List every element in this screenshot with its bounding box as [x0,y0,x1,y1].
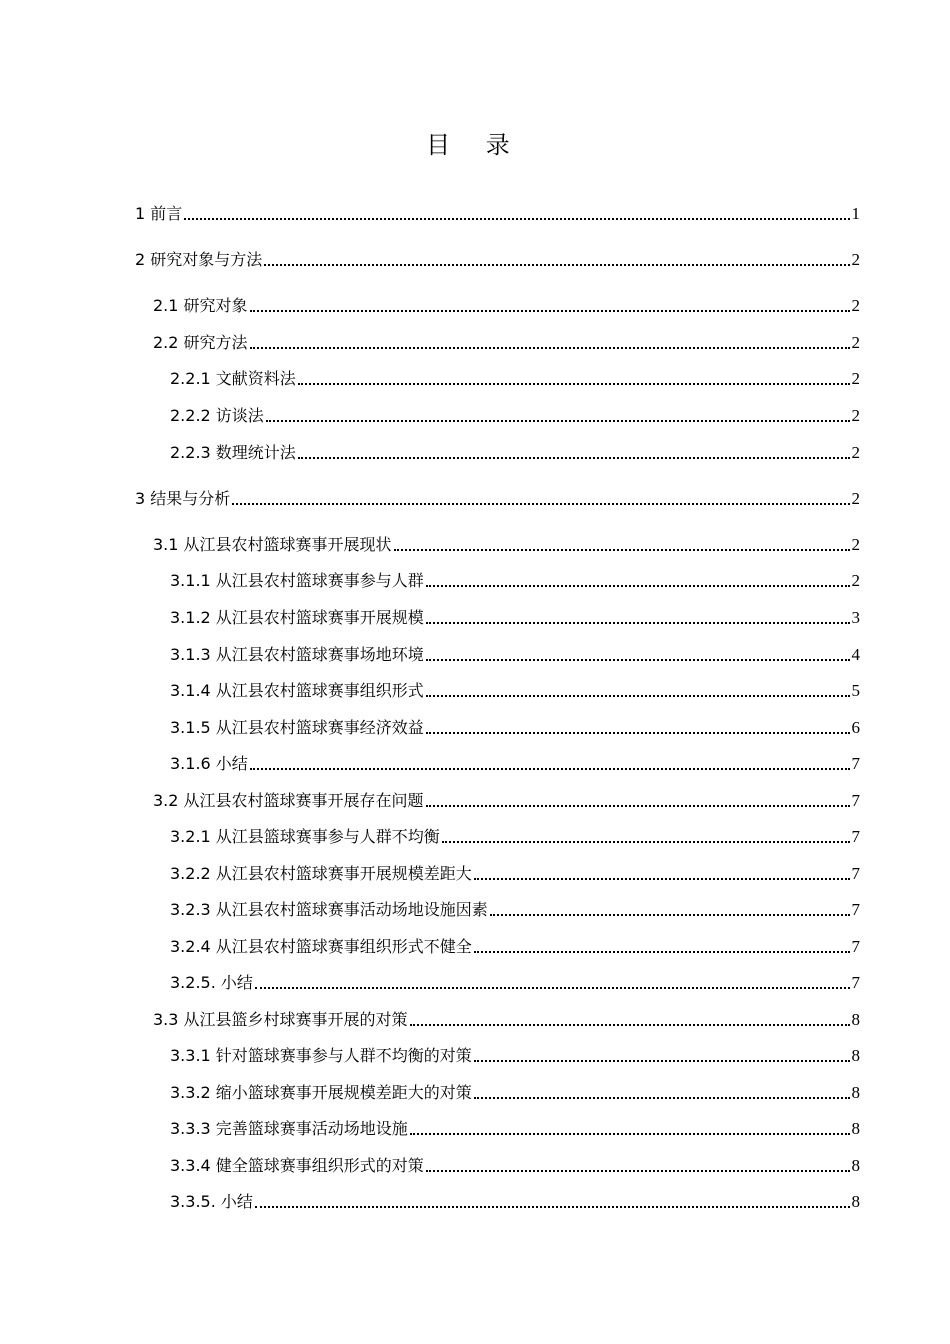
toc-page-number: 7 [851,827,860,846]
toc-entry[interactable] [153,531,860,555]
toc-leader-dots [426,585,850,587]
toc-entry-label: 3.1.4 从江县农村篮球赛事组织形式 [170,681,424,700]
toc-entry[interactable] [170,896,860,920]
toc-entry-label: 2.2.2 访谈法 [170,406,264,425]
toc-entry-label: 3.1.2 从江县农村篮球赛事开展规模 [170,608,424,627]
toc-entry[interactable] [170,860,860,884]
toc-leader-dots [474,1060,850,1062]
toc-leader-dots [474,878,850,880]
toc-entry-label: 3.3.5. 小结 [170,1192,253,1211]
toc-entry[interactable] [170,677,860,701]
toc-entry[interactable] [170,1115,860,1139]
toc-page-number: 8 [851,1083,860,1102]
toc-entry-label: 3.3.1 针对篮球赛事参与人群不均衡的对策 [170,1046,472,1065]
toc-entry-label: 3.2 从江县农村篮球赛事开展存在问题 [153,791,424,810]
toc-page-number: 5 [851,681,860,700]
toc-entry[interactable] [170,365,860,389]
toc-entry-label: 3.1.3 从江县农村篮球赛事场地环境 [170,645,424,664]
toc-entry-label: 3.1.1 从江县农村篮球赛事参与人群 [170,571,424,590]
toc-entry[interactable] [170,1079,860,1103]
toc-entry[interactable] [170,714,860,738]
toc-leader-dots [426,659,850,661]
toc-page-number: 2 [851,489,860,508]
toc-page-number: 7 [851,937,860,956]
toc-leader-dots [426,695,850,697]
toc-page-number: 8 [851,1010,860,1029]
toc-entry-label: 3.1 从江县农村篮球赛事开展现状 [153,535,392,554]
toc-leader-dots [442,841,850,843]
toc-leader-dots [426,622,850,624]
toc-page-number: 2 [851,333,860,352]
toc-entry-label: 3.3.2 缩小篮球赛事开展规模差距大的对策 [170,1083,472,1102]
toc-leader-dots [394,549,850,551]
toc-leader-dots [474,1097,850,1099]
toc-entry-label: 2.1 研究对象 [153,296,248,315]
toc-entry[interactable] [170,604,860,628]
toc-entry-label: 3.2.5. 小结 [170,973,253,992]
toc-page-number: 8 [851,1156,860,1175]
toc-entry[interactable] [153,1006,860,1030]
toc-leader-dots [232,503,849,505]
toc-entry[interactable] [170,1152,860,1176]
toc-leader-dots [426,805,850,807]
toc-leader-dots [426,1170,850,1172]
toc-page-number: 4 [851,645,860,664]
toc-page-number: 8 [851,1192,860,1211]
toc-leader-dots [266,420,850,422]
toc-page-number: 2 [851,443,860,462]
toc-entry-label: 3.3.3 完善篮球赛事活动场地设施 [170,1119,408,1138]
toc-leader-dots [184,218,849,220]
toc-entry-label: 1 前言 [135,204,183,223]
toc-page-number: 2 [851,296,860,315]
toc-page-number: 7 [851,754,860,773]
toc-page-number: 2 [851,535,860,554]
toc-leader-dots [298,383,850,385]
toc-entry[interactable] [170,439,860,463]
toc-page-number: 2 [851,406,860,425]
toc-entry[interactable] [153,292,860,316]
toc-entry[interactable] [170,823,860,847]
toc-entry[interactable] [170,750,860,774]
toc-page-number: 2 [851,369,860,388]
toc-page-number: 7 [851,973,860,992]
toc-entry[interactable] [170,567,860,591]
toc-entry-label: 3.1.6 小结 [170,754,248,773]
toc-entry-label: 3 结果与分析 [135,489,231,508]
toc-page-number: 3 [851,608,860,627]
toc-leader-dots [490,914,850,916]
toc-page-number: 8 [851,1119,860,1138]
toc-page-number: 6 [851,718,860,737]
toc-entry[interactable] [153,787,860,811]
toc-page-number: 1 [851,204,860,223]
toc-leader-dots [410,1024,850,1026]
toc-entry[interactable] [170,1042,860,1066]
toc-leader-dots [250,768,850,770]
toc-leader-dots [298,457,850,459]
toc-entry[interactable] [170,402,860,426]
toc-entry[interactable] [135,485,860,509]
toc-entry[interactable] [170,641,860,665]
toc-entry-label: 3.2.3 从江县农村篮球赛事活动场地设施因素 [170,900,488,919]
toc-entry-label: 2.2.1 文献资料法 [170,369,296,388]
toc-entry-label: 3.1.5 从江县农村篮球赛事经济效益 [170,718,424,737]
toc-page-number: 7 [851,791,860,810]
toc-entry[interactable] [170,969,860,993]
toc-entry-label: 3.2.2 从江县农村篮球赛事开展规模差距大 [170,864,472,883]
toc-page-number: 2 [851,250,860,269]
toc-leader-dots [264,264,849,266]
toc-entry[interactable] [170,1188,860,1212]
toc-entry[interactable] [170,933,860,957]
toc-entry-label: 3.2.4 从江县农村篮球赛事组织形式不健全 [170,937,472,956]
toc-entry-label: 3.3 从江县篮乡村球赛事开展的对策 [153,1010,408,1029]
toc-entry-label: 3.3.4 健全篮球赛事组织形式的对策 [170,1156,424,1175]
toc-entry-label: 3.2.1 从江县篮球赛事参与人群不均衡 [170,827,440,846]
toc-leader-dots [250,310,850,312]
toc-leader-dots [474,951,850,953]
toc-page-number: 7 [851,864,860,883]
toc-entry-label: 2.2 研究方法 [153,333,248,352]
toc-page-number: 7 [851,900,860,919]
toc-leader-dots [426,732,850,734]
page-title: 目 录 [426,131,524,159]
toc-entry[interactable] [153,329,860,353]
toc-leader-dots [250,347,850,349]
toc-entry[interactable] [135,200,860,224]
toc-page-number: 2 [851,571,860,590]
toc-page-number: 8 [851,1046,860,1065]
toc-entry-label: 2 研究对象与方法 [135,250,263,269]
toc-entry-label: 2.2.3 数理统计法 [170,443,296,462]
toc-leader-dots [410,1133,850,1135]
toc-leader-dots [255,1206,850,1208]
toc-leader-dots [255,987,850,989]
toc-entry[interactable] [135,246,860,270]
